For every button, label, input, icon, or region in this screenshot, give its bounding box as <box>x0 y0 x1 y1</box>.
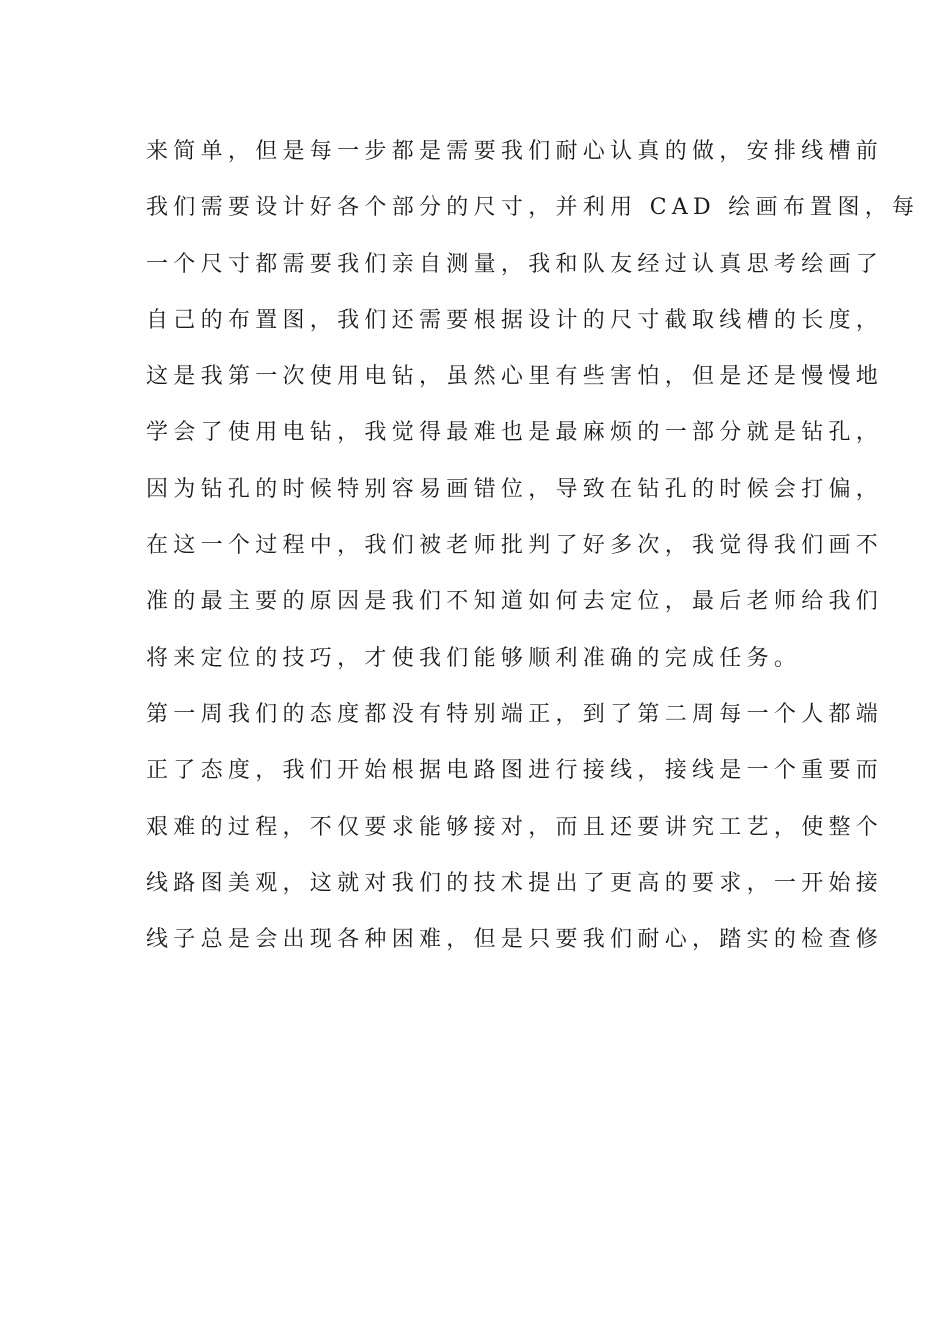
text-line: 我们需要设计好各个部分的尺寸，并利用 CAD 绘画布置图，每 <box>146 195 920 221</box>
text-line: 准的最主要的原因是我们不知道如何去定位，最后老师给我们 <box>146 589 884 615</box>
text-line: 第一周我们的态度都没有特别端正，到了第二周每一个人都端 <box>146 701 884 727</box>
text-line: 一个尺寸都需要我们亲自测量，我和队友经过认真思考绘画了 <box>146 251 884 277</box>
text-line: 在这一个过程中，我们被老师批判了好多次，我觉得我们画不 <box>146 533 884 559</box>
text-line: 线路图美观，这就对我们的技术提出了更高的要求，一开始接 <box>146 870 884 896</box>
text-line: 学会了使用电钻，我觉得最难也是最麻烦的一部分就是钻孔， <box>146 420 884 446</box>
text-line: 自己的布置图，我们还需要根据设计的尺寸截取线槽的长度， <box>146 307 884 333</box>
text-line: 艰难的过程，不仅要求能够接对，而且还要讲究工艺，使整个 <box>146 814 884 840</box>
text-line: 来简单，但是每一步都是需要我们耐心认真的做，安排线槽前 <box>146 139 884 164</box>
text-line: 线子总是会出现各种困难，但是只要我们耐心，踏实的检查修 <box>146 927 884 953</box>
text-line: 正了态度，我们开始根据电路图进行接线，接线是一个重要而 <box>146 758 884 784</box>
body-text <box>146 130 920 974</box>
text-line: 因为钻孔的时候特别容易画错位，导致在钻孔的时候会打偏， <box>146 476 884 502</box>
text-line: 这是我第一次使用电钻，虽然心里有些害怕，但是还是慢慢地 <box>146 364 884 390</box>
text-line: 将来定位的技巧，才使我们能够顺利准确的完成任务。 <box>146 645 802 671</box>
